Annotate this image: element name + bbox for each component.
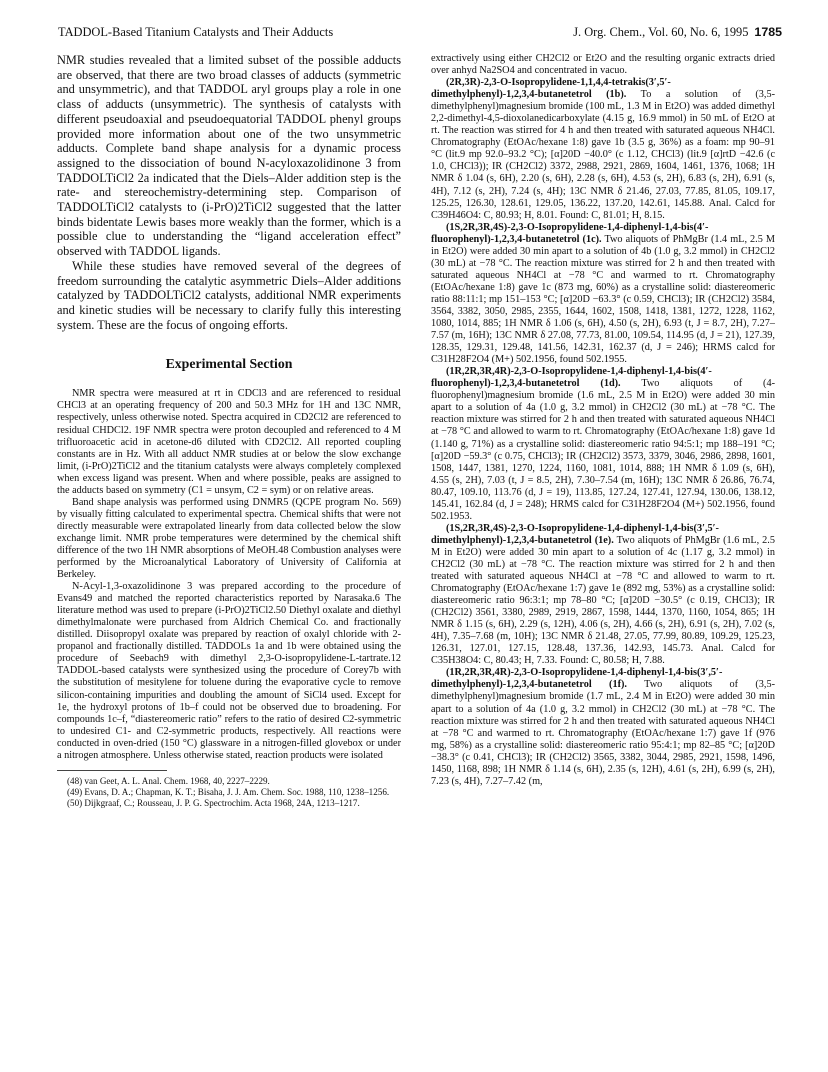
- compound-title: (1R,2R,3R,4R)-2,3-O-Isopropylidene-1,4-diphenyl-1,4-bis(4′-fluorophenyl)-1,2,3,4-butanetetrol (1d).: [431, 366, 712, 390]
- experimental-text: [57, 388, 401, 761]
- footnote: (49) Evans, D. A.; Chapman, K. T.; Bisaha, J. J. Am. Chem. Soc. 1988, 110, 1238–1256.: [67, 786, 390, 797]
- right-column: [431, 53, 775, 1063]
- left-column: [57, 53, 401, 1063]
- compound-title: (1S,2R,3R,4S)-2,3-O-Isopropylidene-1,4-diphenyl-1,4-bis(4′-fluorophenyl)-1,2,3,4-butanetetrol (1c).: [431, 221, 709, 245]
- compound-procedure: Two aliquots of (4-fluorophenyl)magnesium bromide (1.6 mL, 2.5 M in Et2O) were added 30 min apart to a solution of 4a (1.0 g, 3.2 mmol) in CH2Cl2 (30 mL) at −78 °C. The reaction mixture was stirred for 2 h and then treated with saturated aqueous NH4Cl at −78 °C and allowed to warm to rt. Chromatography (EtOAc/hexane 1:8) gave 1d (1.140 g, 71%) as a crystalline solid: diastereomeric ratio 94:5:1; mp 188–191 °C; [α]20D −59.3° (c 0.75, CHCl3); IR (CH2Cl2) 3573, 3379, 3046, 2986, 2898, 1601, 1508, 1447, 1381, 1270, 1224, 1160, 1081, 1014, 888; 1H NMR δ 1.09 (s, 6H), 4.55 (s, 2H), 7.03 (t, J = 8.5, 2H), 7.30–7.54 (m, 16H); 13C NMR δ 26.86, 76.74, 80.47, 109.10, 113.76 (d, J = 19), 113.85, 127.24, 127.41, 127.94, 130.06, 138.12, 145.41, 162.84 (d, J = 248); HRMS calcd for C31H28F2O4 (M+) 502.1956, found 502.1953.: [431, 378, 775, 522]
- conclusion-text: [57, 53, 401, 332]
- compound-title: (1R,2R,3R,4R)-2,3-O-Isopropylidene-1,4-diphenyl-1,4-bis(3′,5′-dimethylphenyl)-1,2,3,4-butanetetrol (1f).: [431, 667, 723, 691]
- compound-procedure: To a solution of (3,5-dimethylphenyl)magnesium bromide (100 mL, 1.3 M in Et2O) was added dimethyl 2,2-dimethyl-4,5-dioxolanedicarboxylate (4.15 g, 16.9 mmol) in 50 mL of Et2O at rt. The reaction was stirred for 4 h and then treated with saturated aqueous NH4Cl. Chromatography (EtOAc/hexane 1:8) gave 1b (3.5 g, 36%) as a foam: mp 90–91 °C (lit.9 mp 92.0–93.2 °C); [α]20D −40.0° (c 1.12, CHCl3) (lit.9 [α]rtD −42.6 (c 1.0, CHCl3)); IR (CH2Cl2) 3372, 2988, 2921, 2869, 1604, 1461, 1376, 1068; 1H NMR δ 1.04 (s, 6H), 2.20 (s, 6H), 2.28 (s, 6H), 4.53 (s, 2H), 6.83 (s, 2H), 6.91 (s, 4H), 7.12 (s, 2H), 7.24 (s, 4H); 13C NMR δ 21.46, 27.03, 77.85, 81.05, 109.17, 125.25, 126.30, 128.61, 129.05, 136.22, 137.20, 142.61, 145.88. Anal. Calcd for C39H46O4: C, 80.93; H, 8.01. Found: C, 81.01; H, 8.15.: [431, 89, 775, 221]
- journal-citation: [573, 23, 782, 41]
- compound-entry-1b: [431, 77, 775, 222]
- experimental-paragraph: Band shape analysis was performed using DNMR5 (QCPE program No. 569) by visually fitting calculated to experimental spectra. Chemical shifts that were not directly measurable were extrapolated linearly from data collected below the slow exchange limit. NMR probe temperatures were determined by the chemical shift difference of the two 1H NMR absorptions of MeOH.48 Combustion analyses were performed by the Microanalytical Laboratory of University of California at Berkeley.: [57, 496, 401, 581]
- intro-paragraph: NMR studies revealed that a limited subset of the possible adducts are observed, that there are two broad classes of adducts (symmetric and unsymmetric), and that TADDOL aryl groups play a role in one class of adducts (unsymmetric). The synthesis of catalysts with different pseudoaxial and pseudoequatorial TADDOL phenyl groups provided more information about one of the two unsymmetric adducts. Complete band shape analysis for a dynamic process assigned to the dissociation of bound N-acyloxazolidinone 3 from TADDOLTiCl2 2a indicated that the Diels–Alder addition step is the rate- and stereochemistry-determining step. Comparison of TADDOLTiCl2 catalysts to (i-PrO)2TiCl2 suggested that the latter binds bidentate Lewis bases more weakly than the former, which is a possible clue to understanding the “ligand acceleration effect” observed with TADDOL ligands.: [57, 53, 401, 259]
- compound-procedure: Two aliquots of (3,5-dimethylphenyl)magnesium bromide (1.7 mL, 2.4 M in Et2O) were added 30 min apart to a solution of 4a (1.0 g, 3.2 mmol) in CH2Cl2 (30 mL) at −78 °C. The reaction mixture was stirred for 2 h and then treated with saturated aqueous NH4Cl at −78 °C and warmed to rt. Chromatography (EtOAc/hexane 1:7) gave 1f (976 mg, 58%) as a crystalline solid: diastereomeric ratio 95:4:1; mp 82–85 °C; [α]20D −38.3° (c 0.41, CHCl3); IR (CH2Cl2) 3565, 3382, 3044, 2985, 2921, 1598, 1496, 1450, 1168, 898; 1H NMR δ 1.14 (s, 6H), 2.35 (s, 12H), 4.61 (s, 2H), 6.99 (s, 2H), 7.23 (s, 4H), 7.27–7.42 (m,: [431, 679, 775, 787]
- footnote-divider: [57, 770, 167, 771]
- section-heading: Experimental Section: [165, 356, 293, 372]
- compound-entry-1f: [431, 667, 775, 787]
- compound-entry-1d: [431, 366, 775, 523]
- running-title: TADDOL-Based Titanium Catalysts and Their Adducts: [58, 25, 334, 39]
- continued-paragraph: extractively using either CH2Cl2 or Et2O and the resulting organic extracts dried over anhyd Na2SO4 and concentrated in vacuo.: [431, 53, 775, 77]
- page-number: 1785: [754, 25, 782, 39]
- compound-procedure: Two aliquots of PhMgBr (1.4 mL, 2.5 M in Et2O) were added 30 min apart to a solution of 4b (1.0 g, 3.2 mmol) in CH2Cl2 (30 mL) at −78 °C. The reaction mixture was stirred for 2 h and then treated with saturated aqueous NH4Cl at −78 °C and warmed to rt. Chromatography (EtOAc/hexane 1:8) gave 1c (873 mg, 60%) as a crystalline solid: diastereomeric ratio 88:11:1; mp 151–153 °C; [α]20D −63.3° (c 0.59, CHCl3); IR (CH2Cl2) 3584, 3564, 3382, 3050, 2985, 2355, 1644, 1602, 1508, 1418, 1381, 1272, 1228, 1162, 1080, 1014, 885; 1H NMR δ 1.06 (s, 6H), 4.50 (s, 2H), 6.93 (t, J = 8.7, 2H), 7.27–7.57 (m, 16H); 13C NMR δ 27.08, 77.73, 81.00, 109.54, 114.95 (d, J = 21), 127.39, 128.35, 129.31, 129.48, 141.56, 142.31, 162.37 (d, J = 246); HRMS calcd for C31H28F2O4 (M+) 502.1956, found 502.1955.: [431, 233, 775, 366]
- compound-title: (2R,3R)-2,3-O-Isopropylidene-1,1,4,4-tetrakis(3′,5′-dimethylphenyl)-1,2,3,4-butanetetrol (1b).: [431, 77, 671, 101]
- journal-reference: J. Org. Chem., Vol. 60, No. 6, 1995: [573, 25, 749, 39]
- compound-entry-1c: [431, 222, 775, 367]
- compound-procedure: Two aliquots of PhMgBr (1.6 mL, 2.5 M in Et2O) were added 30 min apart to a solution of 4c (1.17 g, 3.2 mmol) in CH2Cl2 (30 mL) at −78 °C. The reaction mixture was stirred for 2 h and then treated with saturated aqueous NH4Cl at −78 °C and allowed to warm to rt. Chromatography (EtOAc/hexane 1:7) gave 1e (892 mg, 53%) as a crystalline solid: diastereomeric ratio 96:3:1; mp 78–80 °C; [α]20D −30.5° (c 0.19, CHCl3); IR (CH2Cl2) 3561, 3380, 2989, 2919, 2867, 1598, 1444, 1370, 1160, 1054, 865; 1H NMR δ 1.15 (s, 6H), 2.29 (s, 12H), 4.06 (s, 2H), 4.66 (s, 2H), 6.91 (s, 2H), 7.02 (s, 4H), 7.35–7.68 (m, 10H); 13C NMR δ 21.48, 27.05, 77.99, 80.89, 109.29, 125.23, 126.31, 127.01, 127.15, 128.48, 137.36, 142.93, 145.73. Anal. Calcd for C35H38O4: C, 80.43; H, 7.33. Found: C, 80.58; H, 7.88.: [431, 534, 775, 667]
- experimental-paragraph: NMR spectra were measured at rt in CDCl3 and are referenced to residual CHCl3 at an operating frequency of 200 and 50.3 MHz for 1H and 13C NMR, respectively, unless otherwise noted. Spectra acquired in CD2Cl2 are referenced to residual CHDCl2. 19F NMR spectra were proton decoupled and referenced to 4 M trifluoroacetic acid in acetone-d6 diluted with CD2Cl2. All reported coupling constants are in Hz. With all adduct NMR studies at or below the slow exchange limit, (i-PrO)2TiCl2 and the titanium catalysts were always completely complexed when excess ligand was present. When and where possible, peaks are assigned to the adducts based on symmetry (C1 = unsym, C2 = sym) or on relative areas.: [57, 388, 401, 496]
- footnotes: [57, 776, 401, 809]
- compound-entry-1e: [431, 523, 775, 668]
- intro-paragraph: While these studies have removed several of the degrees of freedom surrounding the catalytic asymmetric Diels–Alder additions catalyzed by TADDOLTiCl2 catalysts, additional NMR experiments and kinetic studies will be necessary to clarify fully this interesting system. These are the focus of ongoing efforts.: [57, 258, 401, 332]
- footnote: (48) van Geet, A. L. Anal. Chem. 1968, 40, 2227–2229.: [67, 775, 270, 786]
- experimental-paragraph: N-Acyl-1,3-oxazolidinone 3 was prepared according to the procedure of Evans49 and matched the reported characteristics reported by Narasaka.6 The literature method was used to prepare (i-PrO)2TiCl2.50 Diethyl oxalate and diethyl dimethylmalonate were purchased from Aldrich Chemical Co. and fractionally distilled. Diisopropyl oxalate was prepared by reaction of oxalyl chloride with 2-propanol and fractionally distilled. TADDOLs 1a and 1b were obtained using the procedure of Seebach9 with dimethyl 2,3-O-isopropylidene-L-tartrate.12 TADDOL-based catalysts were synthesized using the procedure of Corey7b with the substitution of mesitylene for toluene during the evaporative cycle to remove silicon-containing impurities and doubling the amount of SiCl4 used. Except for 1e, the hydroxyl protons of 1b–f could not be observed due to broadening. For compounds 1c–f, “diastereomeric ratio” refers to the ratio of desired C2-symmetric to undesired C1- and C2-symmetric products, respectively. All reactions were conducted in oven-dried (150 °C) glassware in a nitrogen-filled glovebox or under a nitrogen atmosphere. Unless otherwise stated, reaction products were isolated: [57, 581, 401, 761]
- footnote: (50) Dijkgraaf, C.; Rousseau, J. P. G. Spectrochim. Acta 1968, 24A, 1213–1217.: [67, 797, 360, 808]
- running-header: [58, 23, 782, 41]
- compound-title: (1S,2R,3R,4S)-2,3-O-Isopropylidene-1,4-diphenyl-1,4-bis(3′,5′-dimethylphenyl)-1,2,3,4-butanetetrol (1e).: [431, 522, 719, 546]
